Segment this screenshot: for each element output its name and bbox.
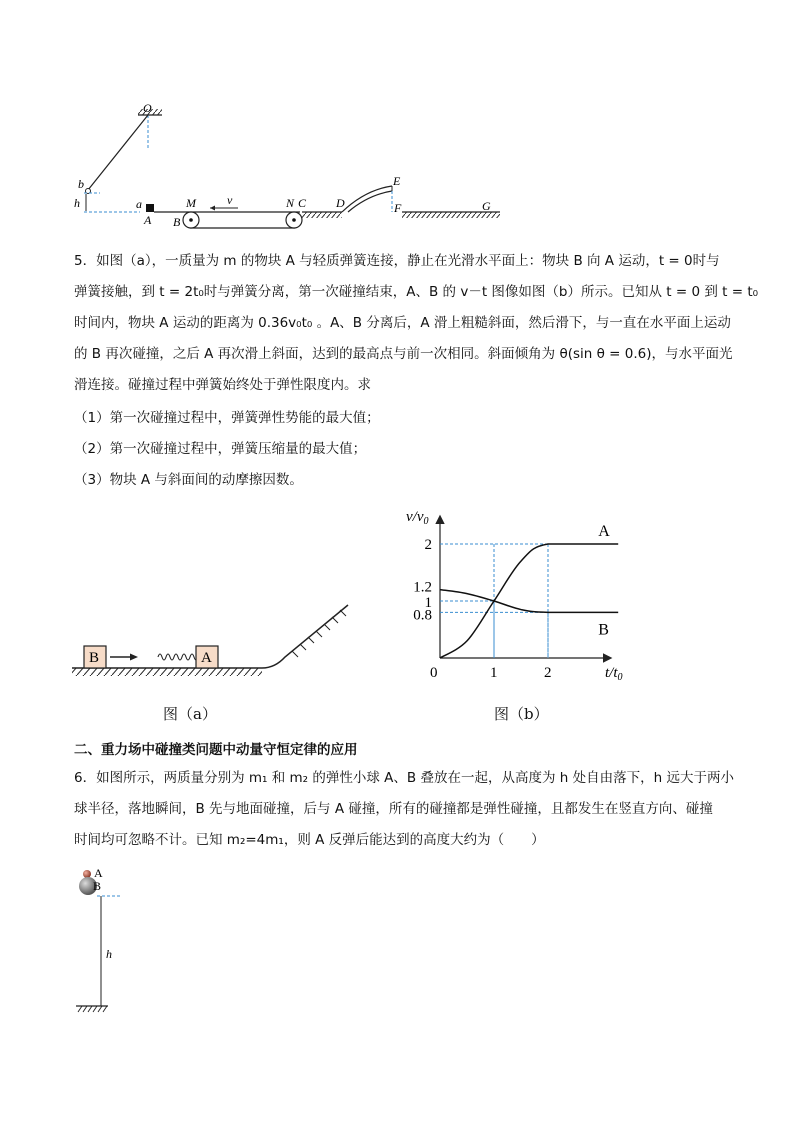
label-M: M	[186, 196, 196, 210]
pendulum-string	[88, 115, 148, 190]
q5-sub-1: （1）第一次碰撞过程中，弹簧弹性势能的最大值；	[74, 410, 380, 426]
label-G: G	[482, 199, 491, 213]
label-C: C	[298, 196, 307, 210]
ground-hatch	[78, 1006, 107, 1012]
ball-A	[83, 870, 91, 878]
velocity-arrowhead	[210, 206, 215, 211]
label-F: F	[394, 201, 402, 215]
block-A-label: A	[201, 650, 212, 666]
label-E: E	[393, 174, 401, 188]
figure-a-caption: 图（a）	[163, 705, 217, 723]
arrowhead	[130, 654, 138, 661]
series-B-label: B	[598, 621, 609, 639]
label-B: B	[173, 215, 181, 229]
x-tick-1: 1	[490, 665, 498, 681]
x-tick-2: 2	[544, 665, 552, 681]
incline-curve	[262, 605, 348, 668]
incline-hatch	[292, 610, 346, 657]
falling-balls-figure	[70, 862, 150, 1022]
q5-line-1: 5．如图（a），一质量为 m 的物块 A 与轻质弹簧连接，静止在光滑水平面上：物块 B 向 A 运动，t = 0时与	[74, 253, 720, 269]
floor-hatch	[72, 668, 262, 676]
q6-line-2: 球半径，落地瞬间，B 先与地面碰撞，后与 A 碰撞，所有的碰撞都是弹性碰撞，且都发生在竖直方向、碰撞	[74, 801, 713, 817]
q6-line-3: 时间均可忽略不计。已知 m₂=4m₁，则 A 反弹后能达到的高度大约为（ ）	[74, 832, 545, 848]
block-a	[146, 204, 154, 212]
label-a: a	[136, 197, 142, 211]
label-v: v	[227, 193, 233, 207]
label-N: N	[286, 196, 295, 210]
label-D: D	[336, 196, 345, 210]
q5-sub-2: （2）第一次碰撞过程中，弹簧压缩量的最大值；	[74, 441, 367, 457]
label-A: A	[144, 213, 152, 227]
ball-B-label: B	[93, 879, 102, 893]
y-tick-0.8: 0.8	[413, 607, 432, 624]
q5-line-5: 滑连接。碰撞过程中弹簧始终处于弹性限度内。求	[74, 377, 371, 393]
label-h: h	[74, 196, 80, 210]
label-O: O	[143, 101, 152, 115]
y-tick-1: 1	[424, 595, 432, 611]
pendulum-track-figure	[60, 100, 510, 230]
y-axis-label: $v/v_0$	[406, 509, 429, 527]
ball-A-label: A	[94, 866, 103, 880]
figure-b-chart	[400, 505, 640, 690]
y-tick-2: 2	[424, 537, 432, 553]
q5-line-4: 的 B 再次碰撞，之后 A 再次滑上斜面，达到的最高点与前一次相同。斜面倾角为 θ(sin θ = 0.6)，与水平面光	[74, 346, 733, 362]
q5-line-3: 时间内，物块 A 运动的距离为 0.36v₀t₀ 。A、B 分离后，A 滑上粗糙斜面，然后滑下，与一直在水平面上运动	[74, 315, 731, 331]
label-b: b	[78, 177, 84, 191]
x-tick-0: 0	[430, 665, 438, 681]
q5-sub-3: （3）物块 A 与斜面间的动摩擦因数。	[74, 472, 303, 488]
x-axis-label: $t/t_0$	[605, 665, 623, 683]
section-2-title: 二、重力场中碰撞类问题中动量守恒定律的应用	[74, 742, 358, 758]
pulley-M-center	[189, 218, 193, 222]
block-B-label: B	[89, 650, 100, 666]
question-5-text	[74, 246, 759, 401]
pulley-N-center	[292, 218, 296, 222]
figure-b-caption: 图（b）	[494, 705, 549, 723]
height-label: h	[106, 947, 112, 961]
q6-line-1: 6．如图所示，两质量分别为 m₁ 和 m₂ 的弹性小球 A、B 叠放在一起，从高度为 h 处自由落下，h 远大于两小	[74, 770, 734, 786]
spring	[158, 654, 202, 660]
q5-line-2: 弹簧接触，到 t = 2t₀时与弹簧分离，第一次碰撞结束，A、B 的 v－t 图像如图（b）所示。已知从 t = 0 到 t = t₀	[74, 284, 759, 300]
y-tick-1.2: 1.2	[413, 579, 432, 596]
ground-CD-hatch	[302, 212, 342, 218]
question-6-text	[74, 763, 734, 856]
series-A-label: A	[598, 523, 610, 540]
figure-a	[70, 595, 360, 685]
